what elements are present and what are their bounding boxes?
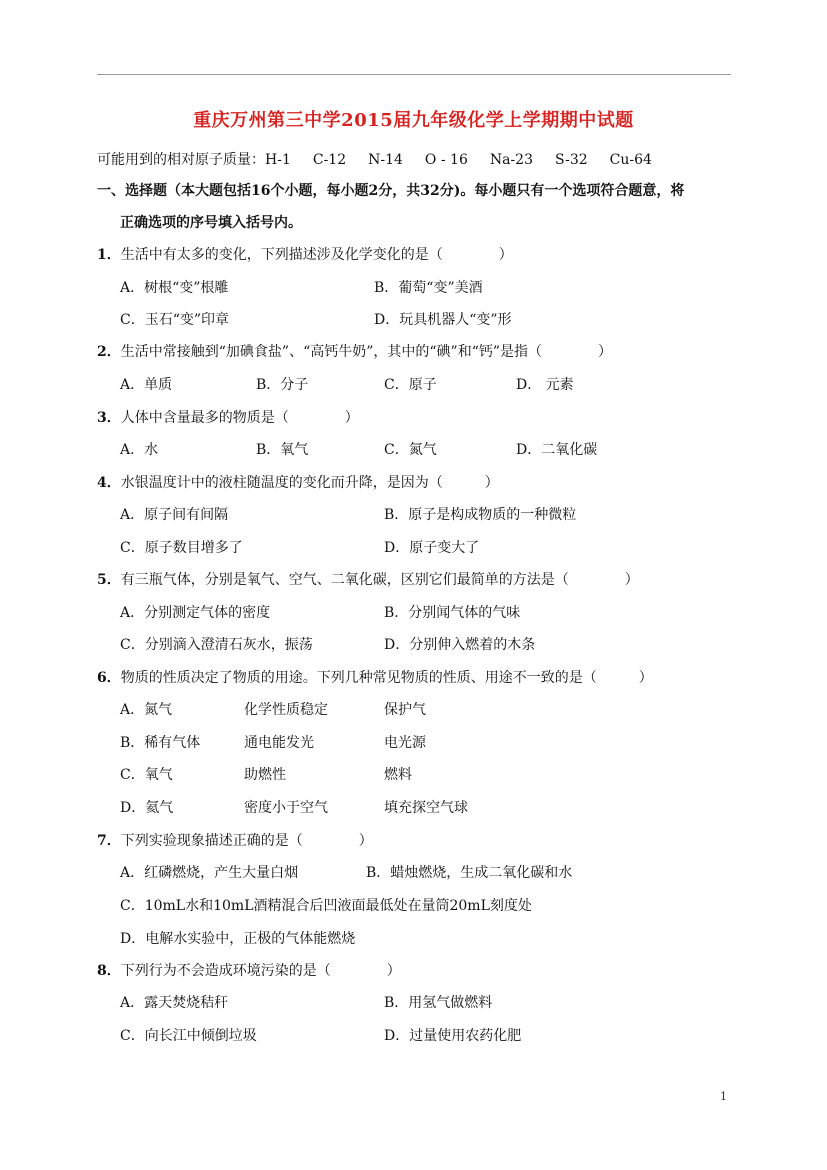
q5-option-c: C．分别滴入澄清石灰水，振荡 xyxy=(120,637,313,653)
question-6 xyxy=(97,668,653,688)
q8-option-c: C．向长江中倾倒垃圾 xyxy=(120,1028,257,1044)
q6-row-b-substance: B．稀有气体 xyxy=(120,735,201,751)
q1-option-d: D．玩具机器人“变”形 xyxy=(374,312,512,328)
q6-row-d-property: 密度小于空气 xyxy=(244,800,328,816)
q6-row-c-property: 助燃性 xyxy=(244,767,286,783)
q8-option-b: B．用氢气做燃料 xyxy=(384,995,493,1011)
q2-option-c: C．原子 xyxy=(384,377,437,393)
question-stem: 下列实验现象描述正确的是（ ） xyxy=(120,833,373,849)
question-8 xyxy=(97,961,401,981)
q5-option-a: A．分别测定气体的密度 xyxy=(120,605,271,621)
q3-option-d: D．二氧化碳 xyxy=(516,442,598,458)
question-stem: 生活中常接触到“加碘食盐”、“高钙牛奶”，其中的“碘”和“钙”是指（ ） xyxy=(120,344,613,360)
q6-row-a-use: 保护气 xyxy=(384,702,426,718)
q6-row-a-property: 化学性质稳定 xyxy=(244,702,328,718)
question-stem: 水银温度计中的液柱随温度的变化而升降，是因为（ ） xyxy=(120,475,499,491)
q6-row-b-property: 通电能发光 xyxy=(244,735,314,751)
q6-row-d-use: 填充探空气球 xyxy=(384,800,468,816)
question-7 xyxy=(97,831,373,851)
atomic-mass-s: S-32 xyxy=(555,152,588,168)
q7-option-d: D．电解水实验中，正极的气体能燃烧 xyxy=(120,931,356,947)
q6-row-c-substance: C．氧气 xyxy=(120,767,173,783)
q8-option-d: D．过量使用农药化肥 xyxy=(384,1028,522,1044)
q7-option-c: C．10mL水和10mL酒精混合后凹液面最低处在量筒20mL刻度处 xyxy=(120,898,532,914)
q3-option-a: A．水 xyxy=(120,442,159,458)
question-3 xyxy=(97,408,359,428)
q4-option-d: D．原子变大了 xyxy=(384,540,480,556)
q2-option-d: D． 元素 xyxy=(516,377,574,393)
question-number: 5． xyxy=(97,572,121,588)
question-number: 8． xyxy=(97,963,121,979)
atomic-mass-h: H-1 xyxy=(265,152,291,168)
q6-row-a-substance: A．氮气 xyxy=(120,702,173,718)
q2-option-a: A．单质 xyxy=(120,377,173,393)
question-4 xyxy=(97,473,499,493)
q7-option-a: A．红磷燃烧，产生大量白烟 xyxy=(120,865,299,881)
section-heading-line1: 一、选择题（本大题包括16个小题，每小题2分，共32分)。每小题只有一个选项符合题意，将 xyxy=(97,183,685,199)
q5-option-b: B．分别闻气体的气味 xyxy=(384,605,521,621)
atomic-mass-c: C-12 xyxy=(312,152,347,168)
q7-option-b: B．蜡烛燃烧，生成二氧化碳和水 xyxy=(366,865,573,881)
header-rule xyxy=(97,74,731,75)
question-stem: 生活中有太多的变化，下列描述涉及化学变化的是（ ） xyxy=(120,247,513,263)
question-5 xyxy=(97,570,639,590)
q1-option-c: C．玉石“变”印章 xyxy=(120,312,230,328)
q6-row-d-substance: D．氦气 xyxy=(120,800,174,816)
exam-title: 重庆万州第三中学2015届九年级化学上学期期中试题 xyxy=(193,110,634,131)
question-1 xyxy=(97,245,513,265)
question-number: 7． xyxy=(97,833,121,849)
question-number: 6． xyxy=(97,670,121,686)
q1-option-a: A．树根“变”根雕 xyxy=(120,280,229,296)
question-stem: 物质的性质决定了物质的用途。下列几种常见物质的性质、用途不一致的是（ ） xyxy=(120,670,653,686)
question-stem: 有三瓶气体，分别是氧气、空气、二氧化碳，区别它们最简单的方法是（ ） xyxy=(120,572,639,588)
question-number: 3． xyxy=(97,410,121,426)
q1-option-b: B．葡萄“变”美酒 xyxy=(374,280,483,296)
q5-option-d: D．分别伸入燃着的木条 xyxy=(384,637,536,653)
q3-option-c: C．氮气 xyxy=(384,442,437,458)
atomic-mass-o: O - 16 xyxy=(424,152,468,168)
q4-option-b: B．原子是构成物质的一种微粒 xyxy=(384,507,577,523)
q4-option-a: A．原子间有间隔 xyxy=(120,507,229,523)
q2-option-b: B．分子 xyxy=(256,377,309,393)
q4-option-c: C．原子数目增多了 xyxy=(120,540,243,556)
q6-row-b-use: 电光源 xyxy=(384,735,426,751)
question-number: 2． xyxy=(97,344,121,360)
section-heading-line2: 正确选项的序号填入括号内。 xyxy=(120,215,302,231)
atomic-mass-line xyxy=(97,150,674,170)
question-stem: 人体中含量最多的物质是（ ） xyxy=(120,410,359,426)
atomic-mass-lead: 可能用到的相对原子质量： xyxy=(97,152,265,168)
question-number: 4． xyxy=(97,475,121,491)
atomic-mass-na: Na-23 xyxy=(489,152,534,168)
page-number: 1 xyxy=(720,1090,727,1103)
atomic-mass-n: N-14 xyxy=(368,152,403,168)
question-number: 1． xyxy=(97,247,121,263)
question-2 xyxy=(97,342,612,362)
q3-option-b: B．氧气 xyxy=(256,442,309,458)
atomic-mass-cu: Cu-64 xyxy=(609,152,652,168)
q8-option-a: A．露天焚烧秸秆 xyxy=(120,995,229,1011)
q6-row-c-use: 燃料 xyxy=(384,767,412,783)
question-stem: 下列行为不会造成环境污染的是（ ） xyxy=(120,963,401,979)
